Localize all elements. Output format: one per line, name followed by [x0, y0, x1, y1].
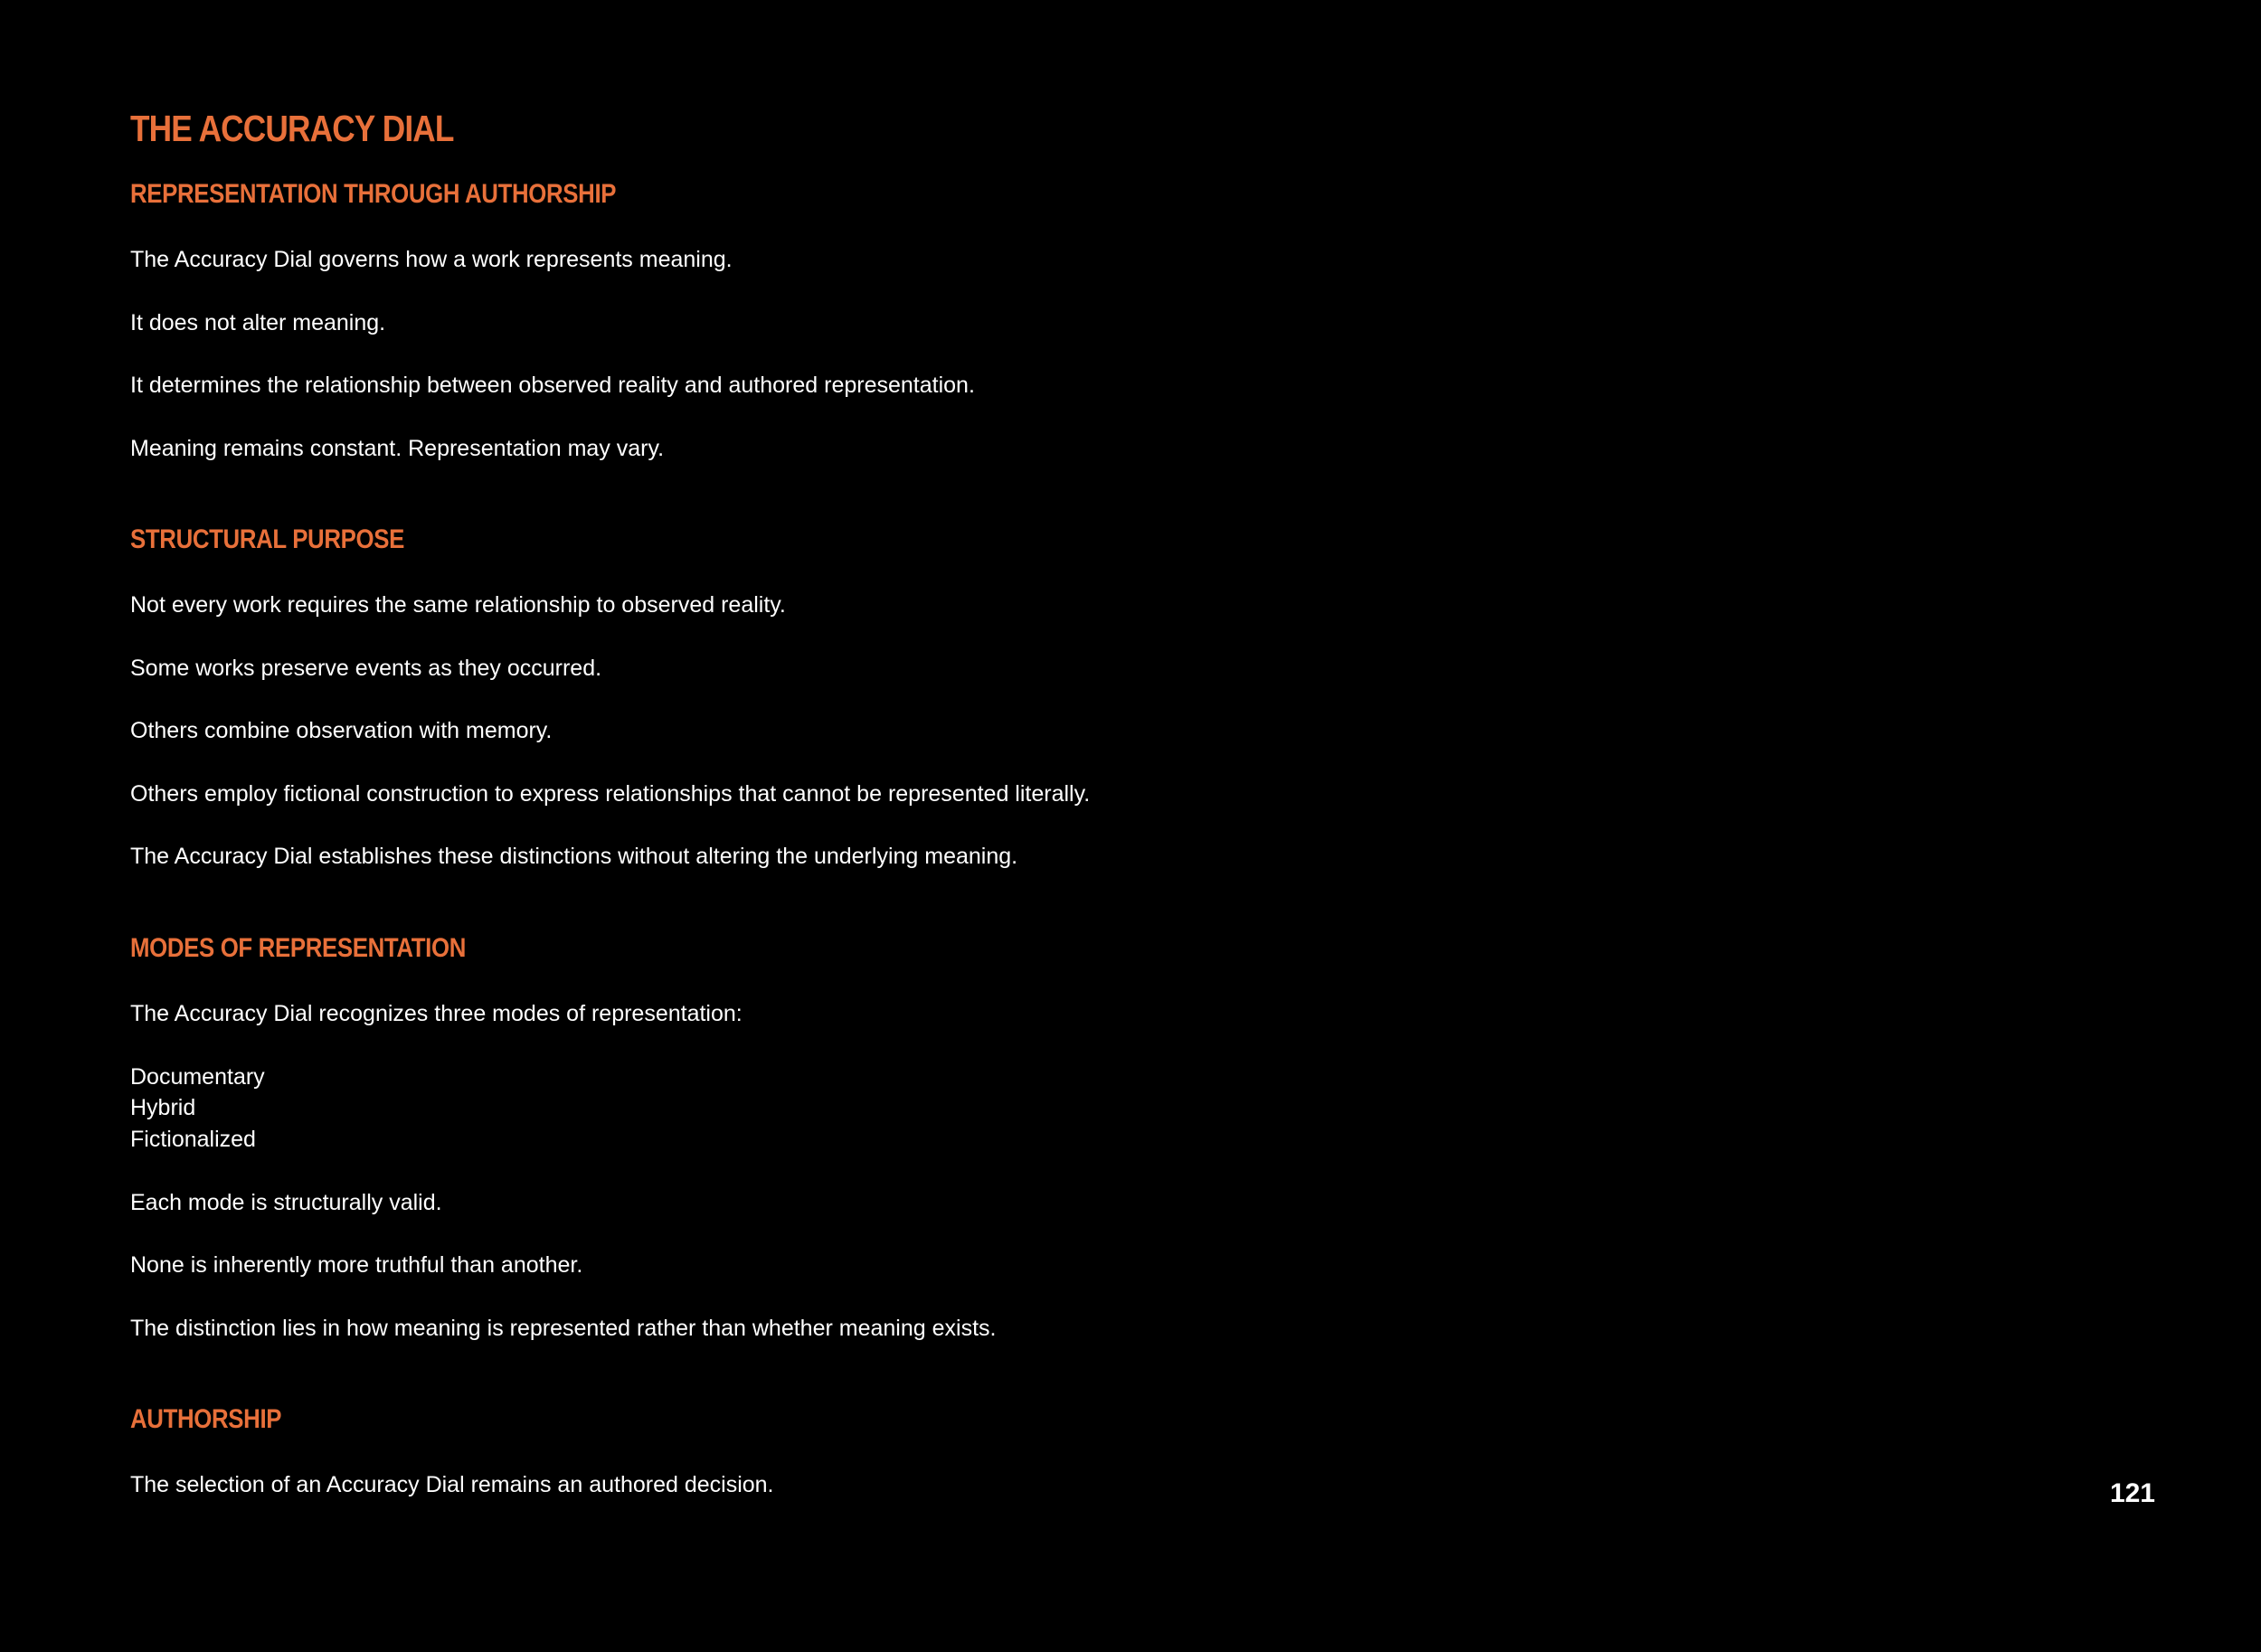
paragraph: The Accuracy Dial establishes these distinctions without altering the underlying meaning.: [130, 844, 1018, 869]
section-heading-representation: REPRESENTATION THROUGH AUTHORSHIP: [130, 179, 617, 209]
mode-item-fictionalized: Fictionalized: [130, 1127, 256, 1152]
section-heading-structural-purpose: STRUCTURAL PURPOSE: [130, 524, 404, 554]
paragraph: Others employ fictional construction to express relationships that cannot be represented literally.: [130, 781, 1091, 807]
paragraph: Meaning remains constant. Representation may vary.: [130, 436, 665, 461]
paragraph: It does not alter meaning.: [130, 310, 386, 335]
paragraph: The distinction lies in how meaning is represented rather than whether meaning exists.: [130, 1316, 997, 1341]
paragraph: The Accuracy Dial recognizes three modes of representation:: [130, 1001, 743, 1026]
paragraph: The Accuracy Dial governs how a work represents meaning.: [130, 247, 733, 272]
section-heading-authorship: AUTHORSHIP: [130, 1404, 282, 1434]
paragraph: Each mode is structurally valid.: [130, 1190, 442, 1215]
paragraph: The selection of an Accuracy Dial remains an authored decision.: [130, 1472, 774, 1497]
mode-item-hybrid: Hybrid: [130, 1095, 196, 1120]
paragraph: Some works preserve events as they occurred.: [130, 656, 602, 681]
paragraph: None is inherently more truthful than another.: [130, 1252, 583, 1278]
paragraph: It determines the relationship between observed reality and authored representation.: [130, 373, 975, 398]
section-heading-modes: MODES OF REPRESENTATION: [130, 933, 466, 963]
paragraph: Others combine observation with memory.: [130, 718, 553, 743]
paragraph: Not every work requires the same relationship to observed reality.: [130, 592, 786, 618]
mode-item-documentary: Documentary: [130, 1064, 265, 1090]
page-number: 121: [2109, 1478, 2155, 1508]
page-title: THE ACCURACY DIAL: [130, 108, 454, 149]
